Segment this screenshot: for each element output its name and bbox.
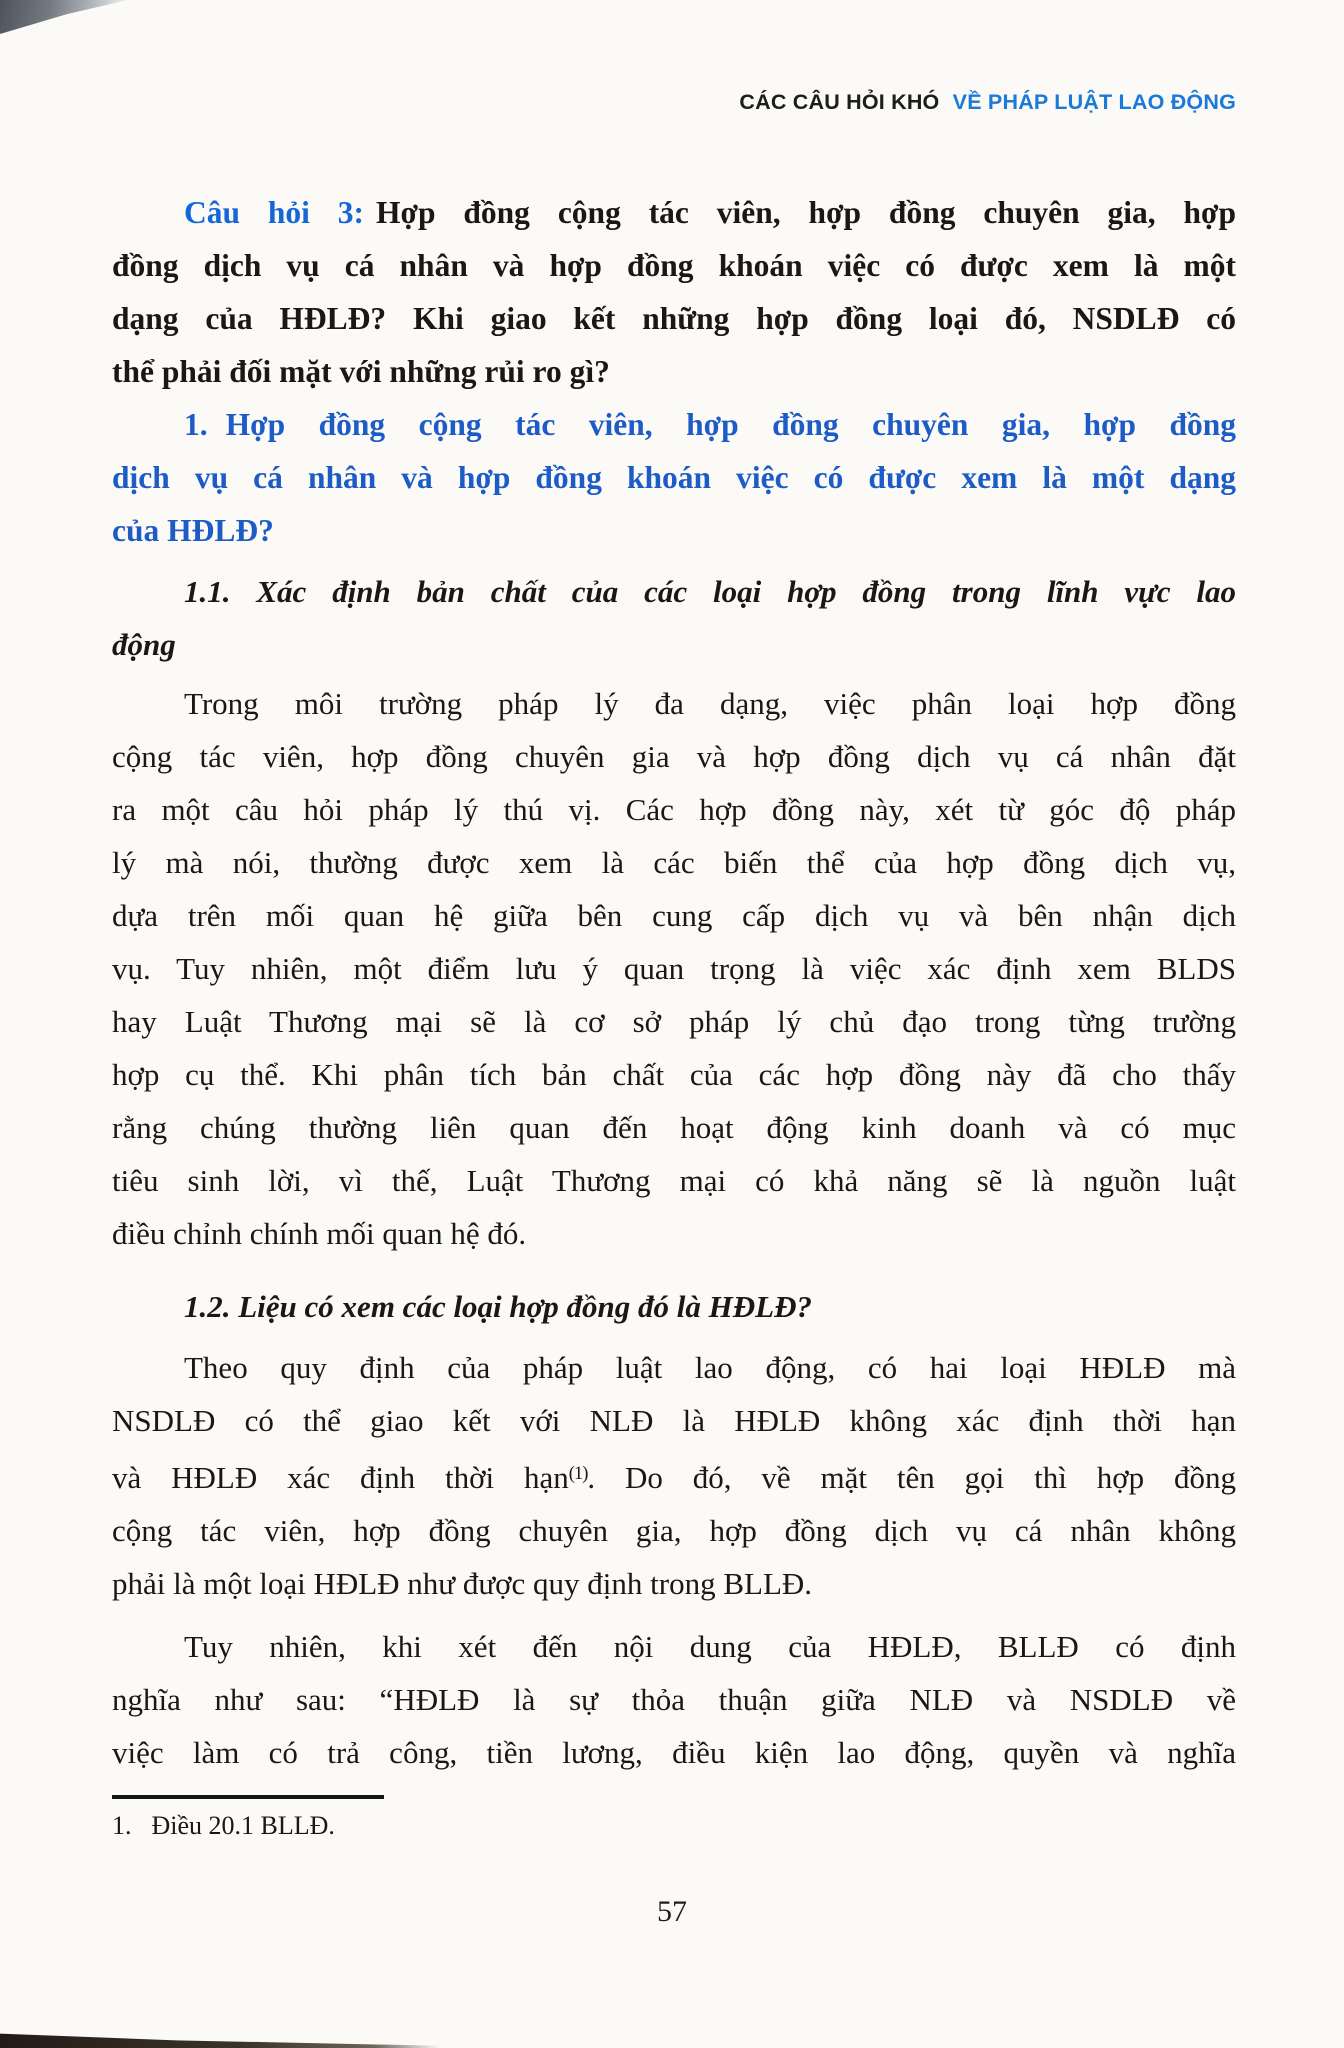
text-line: dạng của HĐLĐ? Khi giao kết những hợp đồng loại đó, NSDLĐ có xyxy=(112,301,1236,336)
text-line-with-footnote-ref xyxy=(112,1447,1236,1504)
text-line: ra một câu hỏi pháp lý thú vị. Các hợp đồng này, xét từ góc độ pháp xyxy=(112,792,1236,827)
running-head-blue-text: VỀ PHÁP LUẬT LAO ĐỘNG xyxy=(952,90,1236,114)
section-1-1-heading-line: 1.1. Xác định bản chất của các loại hợp đồng trong lĩnh vực lao xyxy=(184,574,1236,609)
text-line: cộng tác viên, hợp đồng chuyên gia, hợp đồng dịch vụ cá nhân không xyxy=(112,1513,1236,1548)
page-number: 57 xyxy=(657,1895,687,1928)
footnote-rule xyxy=(112,1795,384,1799)
text-line: Tuy nhiên, khi xét đến nội dung của HĐLĐ, BLLĐ có định xyxy=(184,1629,1236,1664)
text-line: rằng chúng thường liên quan đến hoạt động kinh doanh và có mục xyxy=(112,1110,1236,1145)
page-content xyxy=(112,186,1236,1841)
section-1-2-heading-line: 1.2. Liệu có xem các loại hợp đồng đó là HĐLĐ? xyxy=(184,1289,812,1324)
footnote-text: Điều 20.1 BLLĐ. xyxy=(151,1811,335,1840)
text-line: lý mà nói, thường được xem là các biến thể của hợp đồng dịch vụ, xyxy=(112,845,1236,880)
text-line: dựa trên mối quan hệ giữa bên cung cấp dịch vụ và bên nhận dịch xyxy=(112,898,1236,933)
text-line: phải là một loại HĐLĐ như được quy định trong BLLĐ. xyxy=(112,1566,813,1601)
text-line: Theo quy định của pháp luật lao động, có hai loại HĐLĐ mà xyxy=(184,1350,1236,1385)
question-heading-line xyxy=(112,186,1236,239)
section-1-heading-line xyxy=(112,398,1236,451)
section-1-number: 1. xyxy=(184,407,208,442)
question-label: Câu hỏi 3: xyxy=(184,195,365,230)
text-line: NSDLĐ có thể giao kết với NLĐ là HĐLĐ không xác định thời hạn xyxy=(112,1403,1236,1438)
text-line: điều chỉnh chính mối quan hệ đó. xyxy=(112,1216,527,1251)
text-line: thể phải đối mặt với những rủi ro gì? xyxy=(112,354,610,389)
text-line: hợp cụ thể. Khi phân tích bản chất của các hợp đồng này đã cho thấy xyxy=(112,1057,1236,1092)
text-line: cộng tác viên, hợp đồng chuyên gia và hợp đồng dịch vụ cá nhân đặt xyxy=(112,739,1236,774)
text-segment: . Do đó, về mặt tên gọi thì hợp đồng xyxy=(587,1460,1236,1495)
footnote xyxy=(112,1811,1236,1841)
footnote-reference-superscript: (1) xyxy=(568,1463,588,1484)
section-1-text: Hợp đồng cộng tác viên, hợp đồng chuyên gia, hợp đồng xyxy=(225,407,1236,442)
page-corner-fold-decoration xyxy=(0,0,128,34)
running-head xyxy=(739,90,1236,115)
text-line: động xyxy=(112,627,176,662)
text-line: đồng dịch vụ cá nhân và hợp đồng khoán việc có được xem là một xyxy=(112,248,1236,283)
bottom-edge-shadow xyxy=(0,2032,440,2048)
text-line: tiêu sinh lời, vì thế, Luật Thương mại có khả năng sẽ là nguồn luật xyxy=(112,1163,1236,1198)
text-segment: và HĐLĐ xác định thời hạn xyxy=(112,1460,569,1495)
text-line: hay Luật Thương mại sẽ là cơ sở pháp lý chủ đạo trong từng trường xyxy=(112,1004,1236,1039)
text-line: việc làm có trả công, tiền lương, điều kiện lao động, quyền và nghĩa xyxy=(112,1735,1236,1770)
text-line: của HĐLĐ? xyxy=(112,513,274,548)
text-line: Trong môi trường pháp lý đa dạng, việc phân loại hợp đồng xyxy=(184,686,1236,721)
question-text: Hợp đồng cộng tác viên, hợp đồng chuyên gia, hợp xyxy=(376,195,1236,230)
running-head-black-text: CÁC CÂU HỎI KHÓ xyxy=(739,90,940,114)
text-line: nghĩa như sau: “HĐLĐ là sự thỏa thuận giữa NLĐ và NSDLĐ về xyxy=(112,1682,1236,1717)
text-line: vụ. Tuy nhiên, một điểm lưu ý quan trọng là việc xác định xem BLDS xyxy=(112,951,1236,986)
text-line: dịch vụ cá nhân và hợp đồng khoán việc có được xem là một dạng xyxy=(112,460,1236,495)
footnote-marker: 1. xyxy=(112,1811,132,1840)
